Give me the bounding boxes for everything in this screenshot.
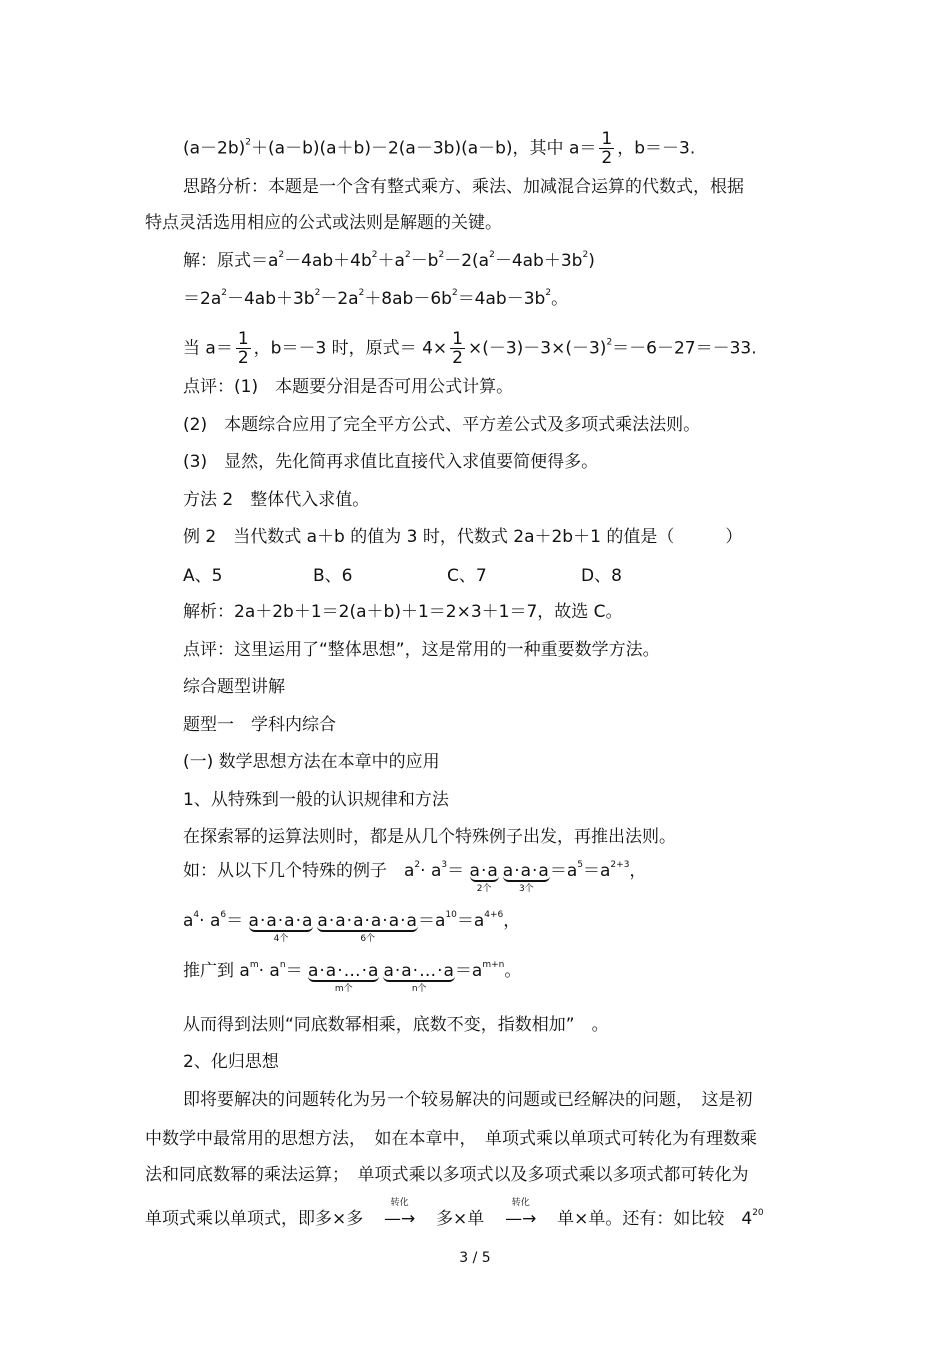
item-2-heading: 2、化归思想 [183, 1052, 279, 1072]
example-line-1: 如：从以下几个特殊的例子 $a^2\cdot a^3=$ a·a 2个 a·a·a 3个 $=a^5=a^{2+3}$， [183, 860, 647, 894]
fraction: $\frac{1}{2}$ [237, 329, 249, 368]
underbrace-4: a·a·a·a 4个 [248, 911, 314, 944]
transform-arrow: 转化 —→ [384, 1198, 416, 1229]
comment-2: (2) 本题综合应用了完全平方公式、平方差公式及多项式乘法法则。 [183, 415, 701, 435]
comment-3: (3) 显然，先化简再求值比直接代入求值要简便得多。 [183, 452, 599, 472]
fraction: $\frac{1}{2}$ [601, 129, 613, 168]
substitution-line: 当 a＝ $\frac{1}{2}$ ，b＝－3 时，原式＝ 4× $\frac{1}{2}$ $\times(-3)-3\times(-3)^2=-6-27=-33$. [183, 329, 757, 368]
analysis-line-1: 思路分析：本题是一个含有整式乘方、乘法、加减混合运算的代数式，根据 [183, 177, 744, 197]
section-heading: 综合题型讲解 [183, 677, 285, 697]
option-b: B、6 [313, 566, 353, 586]
item-1-heading: 1、从特殊到一般的认识规律和方法 [183, 790, 449, 810]
paragraph-line: 即将要解决的问题转化为另一个较易解决的问题或已经解决的问题， 这是初 [183, 1090, 753, 1110]
analysis-line-2: 特点灵活选用相应的公式或法则是解题的关键。 [145, 213, 502, 233]
paragraph-line: 中数学中最常用的思想方法， 如在本章中， 单项式乘以单项式可转化为有理数乘 [145, 1129, 757, 1149]
answer-analysis: 解析：2a＋2b＋1＝2(a＋b)＋1＝2×3＋1＝7，故选 C。 [183, 602, 623, 622]
underbrace-2: a·a 2个 [469, 861, 499, 894]
comment-1: 点评：(1) 本题要分泪是否可用公式计算。 [183, 377, 514, 397]
options-row [183, 565, 622, 587]
example-2: 例 2 当代数式 a＋b 的值为 3 时，代数式 2a＋2b＋1 的值是（ ） [183, 527, 743, 547]
solution-line-2: $=2a^2-4ab+3b^2-2a^2+8ab-6b^2=4ab-3b^2$。 [183, 288, 569, 309]
underbrace-6: a·a·a·a·a·a 6个 [317, 911, 418, 944]
example-line-2: $a^4\cdot a^6=$ a·a·a·a 4个 a·a·a·a·a·a 6个 $=a^{10}=a^{4+6}$， [183, 910, 521, 944]
rule-line: 从而得到法则“同底数幂相乘，底数不变，指数相加” 。 [183, 1015, 609, 1035]
fraction: $\frac{1}{2}$ [452, 329, 463, 368]
page-number: 3 / 5 [459, 1250, 491, 1266]
paragraph-line: 在探索幂的运算法则时，都是从几个特殊例子出发，再推出法则。 [183, 827, 676, 847]
solution-line-1: 解：原式$=a^2-4ab+4b^2+a^2-b^2-2(a^2-4ab+3b^2)$ [183, 250, 595, 271]
transform-arrow: 转化 —→ [505, 1198, 537, 1229]
comment-4: 点评：这里运用了“整体思想”，这是常用的一种重要数学方法。 [183, 640, 660, 660]
paragraph-line: 法和同底数幂的乘法运算； 单项式乘以多项式以及多项式乘以多项式都可转化为 [145, 1165, 749, 1185]
subsection-heading: 题型一 学科内综合 [183, 715, 336, 735]
underbrace-3: a·a·a 3个 [502, 861, 550, 894]
equation-problem: $(a-2b)^2+(a-b)(a+b)-2(a-3b)(a-b)$，其中 a＝ $\frac{1}{2}$ ，b＝－3. [183, 129, 696, 168]
generalization-line: 推广到 $a^m\cdot a^n=$ a·a·…·a m个 a·a·…·a n个 $=a^{m+n}$。 [183, 960, 522, 994]
paragraph-line-arrows: 单项式乘以单项式，即多×多 转化 —→ 多×单 转化 —→ 单×单。还有：如比较 $4^{20}$ [145, 1198, 764, 1229]
method-2-heading: 方法 2 整体代入求值。 [183, 490, 370, 510]
option-d: D、8 [581, 566, 622, 586]
underbrace-n: a·a·…·a n个 [383, 961, 455, 994]
option-c: C、7 [447, 566, 487, 586]
option-a: A、5 [183, 566, 223, 586]
underbrace-m: a·a·…·a m个 [307, 961, 380, 994]
topic-heading: (一) 数学思想方法在本章中的应用 [183, 752, 440, 772]
